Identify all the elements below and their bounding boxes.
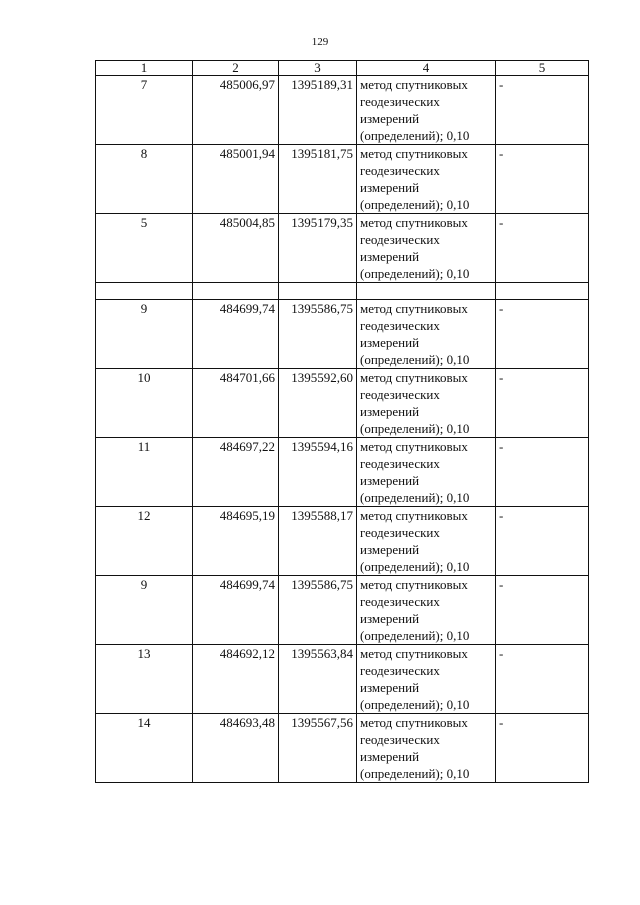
note-cell: - <box>496 145 589 214</box>
header-cell: 3 <box>279 61 357 76</box>
method-line: геодезических <box>360 232 440 247</box>
method-line: геодезических <box>360 732 440 747</box>
method-line: (определений); 0,10 <box>360 197 470 212</box>
method-line: (определений); 0,10 <box>360 766 470 781</box>
point-number-cell: 10 <box>96 369 193 438</box>
empty-cell <box>193 283 279 300</box>
empty-cell <box>357 283 496 300</box>
method-cell <box>357 576 496 645</box>
y-coordinate-cell: 1395588,17 <box>279 507 357 576</box>
method-line: метод спутниковых <box>360 439 468 454</box>
method-cell <box>357 214 496 283</box>
empty-cell <box>96 283 193 300</box>
method-line: измерений <box>360 180 420 195</box>
method-line: геодезических <box>360 163 440 178</box>
note-cell: - <box>496 369 589 438</box>
method-line: (определений); 0,10 <box>360 697 470 712</box>
point-number-cell: 12 <box>96 507 193 576</box>
method-line: геодезических <box>360 456 440 471</box>
method-line: метод спутниковых <box>360 215 468 230</box>
header-cell: 2 <box>193 61 279 76</box>
method-line: метод спутниковых <box>360 301 468 316</box>
method-line: метод спутниковых <box>360 370 468 385</box>
coordinates-table <box>95 60 589 783</box>
note-cell: - <box>496 714 589 783</box>
method-cell <box>357 645 496 714</box>
method-cell <box>357 369 496 438</box>
y-coordinate-cell: 1395179,35 <box>279 214 357 283</box>
table-row <box>96 145 589 214</box>
point-number-cell: 14 <box>96 714 193 783</box>
method-line: метод спутниковых <box>360 715 468 730</box>
y-coordinate-cell: 1395563,84 <box>279 645 357 714</box>
y-coordinate-cell: 1395567,56 <box>279 714 357 783</box>
method-line: (определений); 0,10 <box>360 421 470 436</box>
table-header-row <box>96 61 589 76</box>
page-number: 129 <box>311 36 329 48</box>
point-number-cell: 7 <box>96 76 193 145</box>
point-number-cell: 11 <box>96 438 193 507</box>
method-line: геодезических <box>360 387 440 402</box>
method-line: (определений); 0,10 <box>360 266 470 281</box>
x-coordinate-cell: 484701,66 <box>193 369 279 438</box>
table-row <box>96 438 589 507</box>
method-line: (определений); 0,10 <box>360 559 470 574</box>
table-row <box>96 214 589 283</box>
y-coordinate-cell: 1395594,16 <box>279 438 357 507</box>
method-line: метод спутниковых <box>360 508 468 523</box>
y-coordinate-cell: 1395586,75 <box>279 576 357 645</box>
method-line: метод спутниковых <box>360 146 468 161</box>
method-line: измерений <box>360 542 420 557</box>
method-line: измерений <box>360 749 420 764</box>
x-coordinate-cell: 485001,94 <box>193 145 279 214</box>
table-row <box>96 76 589 145</box>
x-coordinate-cell: 484693,48 <box>193 714 279 783</box>
header-cell: 5 <box>496 61 589 76</box>
method-line: геодезических <box>360 525 440 540</box>
x-coordinate-cell: 485006,97 <box>193 76 279 145</box>
empty-cell <box>279 283 357 300</box>
point-number-cell: 8 <box>96 145 193 214</box>
y-coordinate-cell: 1395592,60 <box>279 369 357 438</box>
point-number-cell: 13 <box>96 645 193 714</box>
empty-cell <box>496 283 589 300</box>
table-row <box>96 645 589 714</box>
method-line: (определений); 0,10 <box>360 352 470 367</box>
x-coordinate-cell: 484697,22 <box>193 438 279 507</box>
method-line: метод спутниковых <box>360 577 468 592</box>
separator-row <box>96 283 589 300</box>
method-line: измерений <box>360 335 420 350</box>
x-coordinate-cell: 484695,19 <box>193 507 279 576</box>
method-line: метод спутниковых <box>360 77 468 92</box>
header-cell: 4 <box>357 61 496 76</box>
table-row <box>96 714 589 783</box>
method-line: геодезических <box>360 663 440 678</box>
note-cell: - <box>496 576 589 645</box>
method-line: метод спутниковых <box>360 646 468 661</box>
table-row <box>96 507 589 576</box>
x-coordinate-cell: 484699,74 <box>193 576 279 645</box>
method-line: (определений); 0,10 <box>360 628 470 643</box>
note-cell: - <box>496 438 589 507</box>
x-coordinate-cell: 484692,12 <box>193 645 279 714</box>
method-line: измерений <box>360 611 420 626</box>
point-number-cell: 9 <box>96 576 193 645</box>
note-cell: - <box>496 645 589 714</box>
note-cell: - <box>496 214 589 283</box>
method-line: геодезических <box>360 594 440 609</box>
y-coordinate-cell: 1395189,31 <box>279 76 357 145</box>
y-coordinate-cell: 1395181,75 <box>279 145 357 214</box>
method-line: измерений <box>360 680 420 695</box>
table-row <box>96 369 589 438</box>
method-line: геодезических <box>360 318 440 333</box>
method-cell <box>357 145 496 214</box>
table-row <box>96 300 589 369</box>
method-cell <box>357 507 496 576</box>
y-coordinate-cell: 1395586,75 <box>279 300 357 369</box>
note-cell: - <box>496 507 589 576</box>
note-cell: - <box>496 76 589 145</box>
method-line: (определений); 0,10 <box>360 128 470 143</box>
method-cell <box>357 76 496 145</box>
table-row <box>96 576 589 645</box>
method-cell <box>357 438 496 507</box>
point-number-cell: 5 <box>96 214 193 283</box>
method-line: измерений <box>360 111 420 126</box>
method-cell <box>357 300 496 369</box>
x-coordinate-cell: 485004,85 <box>193 214 279 283</box>
method-line: измерений <box>360 473 420 488</box>
header-cell: 1 <box>96 61 193 76</box>
method-line: геодезических <box>360 94 440 109</box>
note-cell: - <box>496 300 589 369</box>
method-line: измерений <box>360 404 420 419</box>
method-line: (определений); 0,10 <box>360 490 470 505</box>
method-cell <box>357 714 496 783</box>
x-coordinate-cell: 484699,74 <box>193 300 279 369</box>
point-number-cell: 9 <box>96 300 193 369</box>
method-line: измерений <box>360 249 420 264</box>
